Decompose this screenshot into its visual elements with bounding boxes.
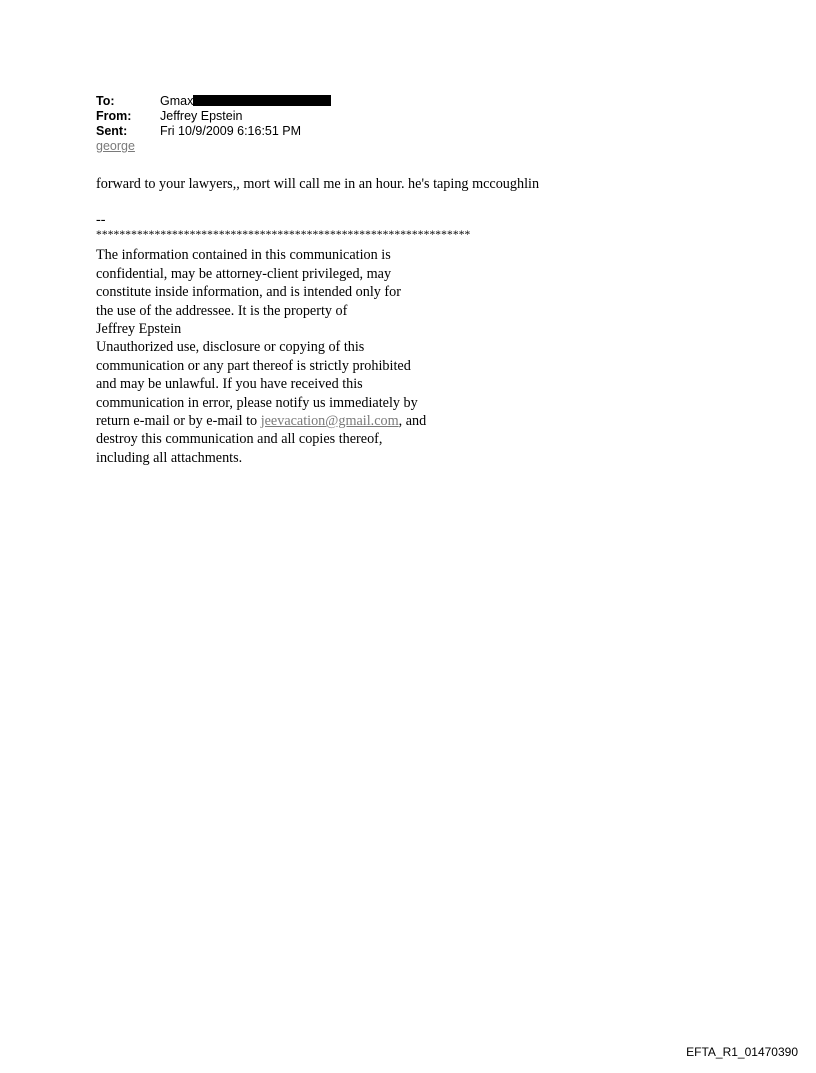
message-text: forward to your lawyers,, mort will call me in an hour. he's taping mccoughlin xyxy=(96,176,540,192)
disclaimer-line: including all attachments. xyxy=(96,449,243,466)
sent-value: Fri 10/9/2009 6:16:51 PM xyxy=(160,124,302,138)
redaction-box xyxy=(193,95,331,106)
sent-label: Sent: xyxy=(96,124,128,138)
signature-dashes: -- xyxy=(96,212,106,228)
disclaimer-line: The information contained in this communication is xyxy=(96,247,391,264)
disclaimer-line: communication in error, please notify us immediately by xyxy=(96,394,418,411)
disclaimer-return-line xyxy=(96,412,470,430)
disclaimer-line: and may be unlawful. If you have received this xyxy=(96,376,363,393)
disclaimer-line: the use of the addressee. It is the property of xyxy=(96,302,348,319)
subject-link[interactable]: george xyxy=(96,139,135,153)
disclaimer-line: confidential, may be attorney-client privileged, may xyxy=(96,265,392,282)
to-row xyxy=(96,94,331,109)
to-name: Gmax xyxy=(160,94,194,108)
disclaimer-line: communication or any part thereof is strictly prohibited xyxy=(96,357,411,374)
subject-row xyxy=(96,139,331,154)
message-body xyxy=(96,175,539,193)
signature-stars: **************************************************************** xyxy=(96,229,471,242)
disclaimer-line: destroy this communication and all copies thereof, xyxy=(96,431,383,448)
return-suffix: , and xyxy=(398,413,427,430)
to-label: To: xyxy=(96,94,115,108)
from-row xyxy=(96,109,331,124)
email-header xyxy=(96,94,331,154)
confidentiality-signature xyxy=(96,211,470,467)
disclaimer-line: Unauthorized use, disclosure or copying of this xyxy=(96,339,365,356)
email-link[interactable]: jeevacation@gmail.com xyxy=(260,413,399,430)
disclaimer-line: Jeffrey Epstein xyxy=(96,321,182,338)
from-label: From: xyxy=(96,109,132,123)
document-id: EFTA_R1_01470390 xyxy=(686,1045,798,1059)
from-value: Jeffrey Epstein xyxy=(160,109,243,123)
return-prefix: return e-mail or by e-mail to xyxy=(96,413,261,430)
to-value xyxy=(160,94,331,109)
sent-row xyxy=(96,124,331,139)
disclaimer-line: constitute inside information, and is intended only for xyxy=(96,284,401,301)
